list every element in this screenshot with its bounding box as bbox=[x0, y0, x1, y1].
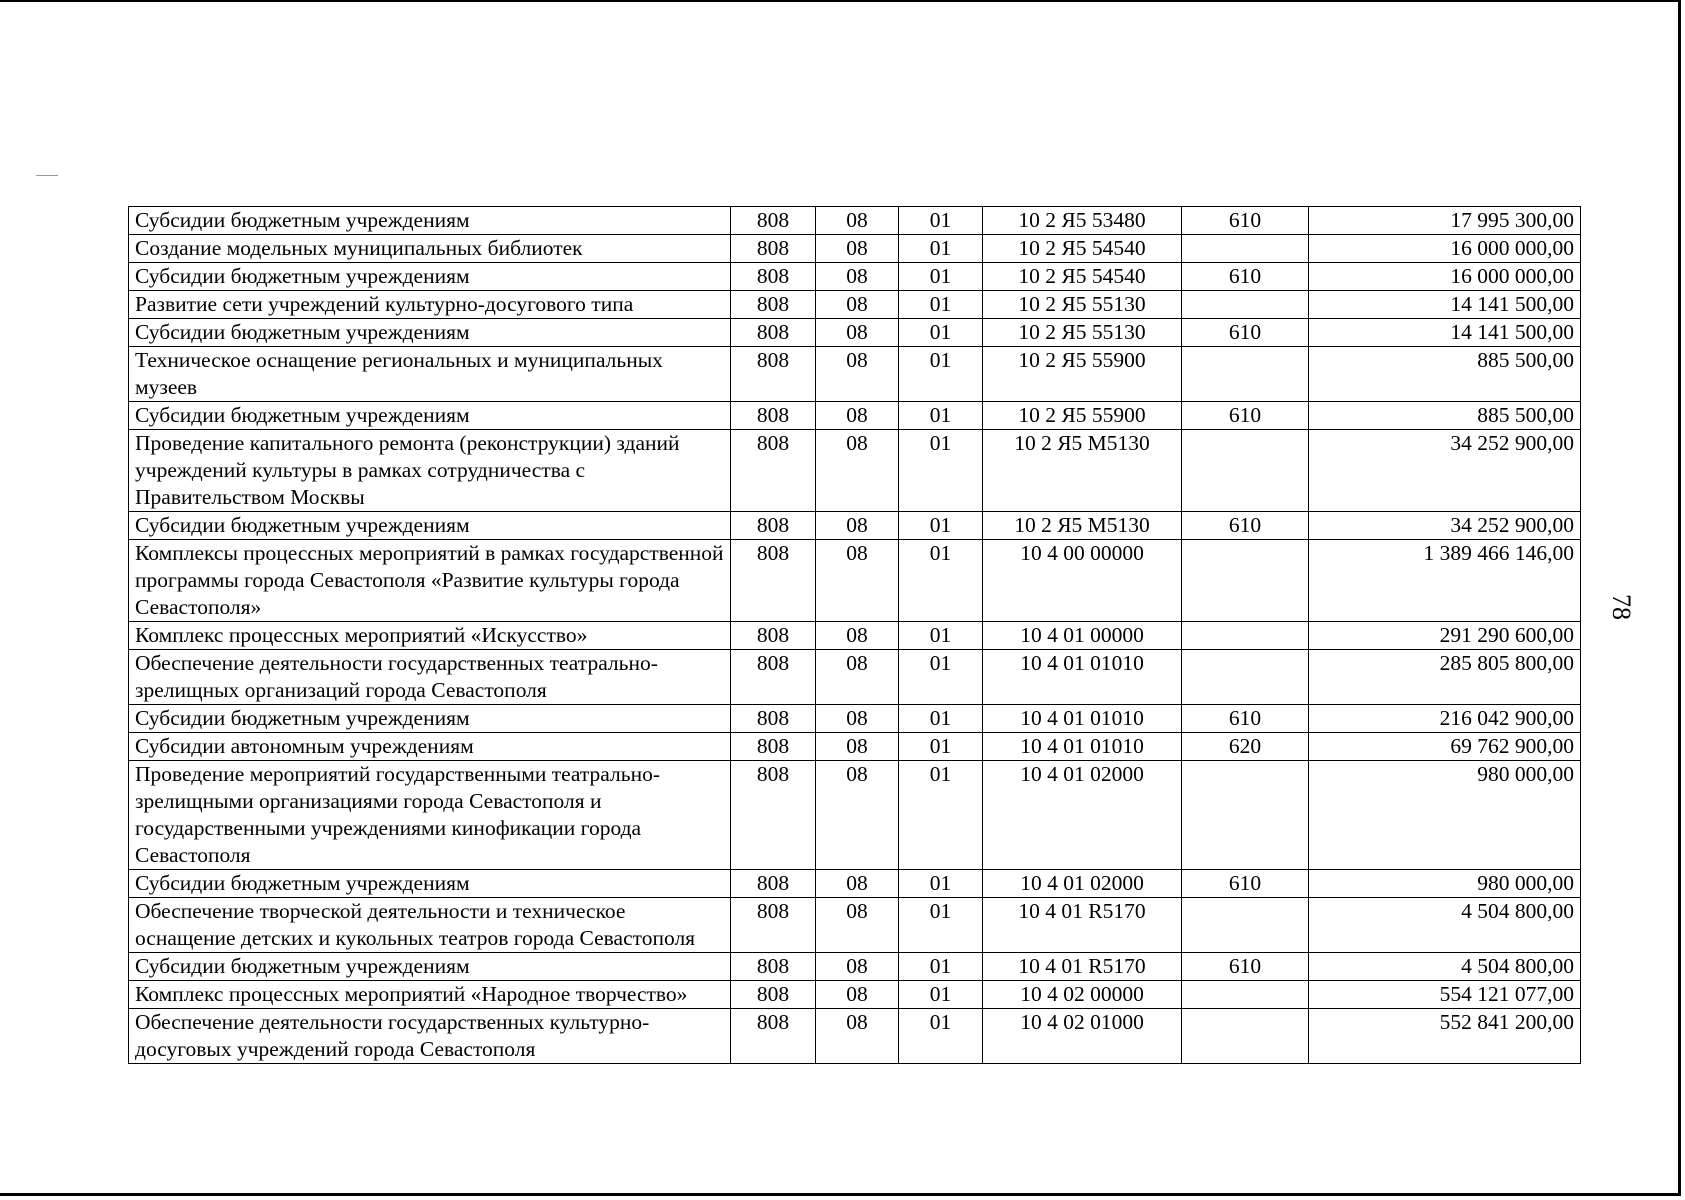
subsection-code-cell: 01 bbox=[899, 263, 983, 291]
row-name-cell: Проведение мероприятий государственными театрально-зрелищными организациями города Севастополя и государственными учреждениями кинофикации города Севастополя bbox=[129, 761, 731, 870]
expense-type-cell bbox=[1182, 650, 1309, 705]
subsection-code-cell: 01 bbox=[899, 953, 983, 981]
grbs-code-cell: 808 bbox=[731, 981, 816, 1009]
subsection-code-cell: 01 bbox=[899, 430, 983, 512]
amount-cell: 885 500,00 bbox=[1309, 402, 1581, 430]
grbs-code-cell: 808 bbox=[731, 402, 816, 430]
section-code-cell: 08 bbox=[816, 1009, 899, 1064]
grbs-code-cell: 808 bbox=[731, 207, 816, 235]
expense-type-cell: 610 bbox=[1182, 705, 1309, 733]
target-article-cell: 10 2 Я5 54540 bbox=[983, 263, 1182, 291]
row-name-cell: Проведение капитального ремонта (реконструкции) зданий учреждений культуры в рамках сотрудничества с Правительством Москвы bbox=[129, 430, 731, 512]
section-code-cell: 08 bbox=[816, 291, 899, 319]
table-row bbox=[129, 705, 1581, 733]
table-row bbox=[129, 540, 1581, 622]
section-code-cell: 08 bbox=[816, 512, 899, 540]
row-name-cell: Техническое оснащение региональных и муниципальных музеев bbox=[129, 347, 731, 402]
target-article-cell: 10 4 01 R5170 bbox=[983, 898, 1182, 953]
table-body bbox=[129, 207, 1581, 1064]
row-name-cell: Субсидии бюджетным учреждениям bbox=[129, 870, 731, 898]
row-name-cell: Развитие сети учреждений культурно-досугового типа bbox=[129, 291, 731, 319]
subsection-code-cell: 01 bbox=[899, 347, 983, 402]
subsection-code-cell: 01 bbox=[899, 402, 983, 430]
section-code-cell: 08 bbox=[816, 235, 899, 263]
row-name-cell: Субсидии бюджетным учреждениям bbox=[129, 319, 731, 347]
expense-type-cell: 610 bbox=[1182, 207, 1309, 235]
amount-cell: 69 762 900,00 bbox=[1309, 733, 1581, 761]
expense-type-cell: 620 bbox=[1182, 733, 1309, 761]
section-code-cell: 08 bbox=[816, 347, 899, 402]
subsection-code-cell: 01 bbox=[899, 650, 983, 705]
expense-type-cell bbox=[1182, 430, 1309, 512]
amount-cell: 14 141 500,00 bbox=[1309, 291, 1581, 319]
grbs-code-cell: 808 bbox=[731, 733, 816, 761]
target-article-cell: 10 4 01 02000 bbox=[983, 870, 1182, 898]
table-row bbox=[129, 430, 1581, 512]
table-row bbox=[129, 870, 1581, 898]
table-row bbox=[129, 898, 1581, 953]
subsection-code-cell: 01 bbox=[899, 870, 983, 898]
table-row bbox=[129, 981, 1581, 1009]
row-name-cell: Комплексы процессных мероприятий в рамках государственной программы города Севастополя «Развитие культуры города Севастополя» bbox=[129, 540, 731, 622]
target-article-cell: 10 4 01 R5170 bbox=[983, 953, 1182, 981]
table-row bbox=[129, 650, 1581, 705]
expense-type-cell: 610 bbox=[1182, 402, 1309, 430]
amount-cell: 885 500,00 bbox=[1309, 347, 1581, 402]
grbs-code-cell: 808 bbox=[731, 870, 816, 898]
subsection-code-cell: 01 bbox=[899, 512, 983, 540]
subsection-code-cell: 01 bbox=[899, 319, 983, 347]
row-name-cell: Субсидии бюджетным учреждениям bbox=[129, 953, 731, 981]
subsection-code-cell: 01 bbox=[899, 235, 983, 263]
target-article-cell: 10 2 Я5 M5130 bbox=[983, 430, 1182, 512]
amount-cell: 980 000,00 bbox=[1309, 870, 1581, 898]
expense-type-cell: 610 bbox=[1182, 319, 1309, 347]
target-article-cell: 10 2 Я5 53480 bbox=[983, 207, 1182, 235]
subsection-code-cell: 01 bbox=[899, 898, 983, 953]
target-article-cell: 10 4 01 00000 bbox=[983, 622, 1182, 650]
expense-type-cell bbox=[1182, 347, 1309, 402]
target-article-cell: 10 2 Я5 54540 bbox=[983, 235, 1182, 263]
section-code-cell: 08 bbox=[816, 430, 899, 512]
expense-type-cell bbox=[1182, 898, 1309, 953]
section-code-cell: 08 bbox=[816, 402, 899, 430]
amount-cell: 1 389 466 146,00 bbox=[1309, 540, 1581, 622]
grbs-code-cell: 808 bbox=[731, 1009, 816, 1064]
table-row bbox=[129, 347, 1581, 402]
amount-cell: 980 000,00 bbox=[1309, 761, 1581, 870]
amount-cell: 16 000 000,00 bbox=[1309, 235, 1581, 263]
amount-cell: 285 805 800,00 bbox=[1309, 650, 1581, 705]
section-code-cell: 08 bbox=[816, 540, 899, 622]
row-name-cell: Субсидии бюджетным учреждениям bbox=[129, 512, 731, 540]
grbs-code-cell: 808 bbox=[731, 347, 816, 402]
section-code-cell: 08 bbox=[816, 870, 899, 898]
subsection-code-cell: 01 bbox=[899, 291, 983, 319]
expense-type-cell bbox=[1182, 540, 1309, 622]
target-article-cell: 10 4 01 01010 bbox=[983, 650, 1182, 705]
table-row bbox=[129, 953, 1581, 981]
amount-cell: 4 504 800,00 bbox=[1309, 898, 1581, 953]
section-code-cell: 08 bbox=[816, 319, 899, 347]
target-article-cell: 10 2 Я5 55900 bbox=[983, 347, 1182, 402]
section-code-cell: 08 bbox=[816, 263, 899, 291]
table-row bbox=[129, 263, 1581, 291]
grbs-code-cell: 808 bbox=[731, 319, 816, 347]
target-article-cell: 10 2 Я5 55130 bbox=[983, 291, 1182, 319]
grbs-code-cell: 808 bbox=[731, 263, 816, 291]
table-row bbox=[129, 319, 1581, 347]
amount-cell: 216 042 900,00 bbox=[1309, 705, 1581, 733]
table-row bbox=[129, 733, 1581, 761]
table-row bbox=[129, 291, 1581, 319]
row-name-cell: Субсидии бюджетным учреждениям bbox=[129, 402, 731, 430]
grbs-code-cell: 808 bbox=[731, 622, 816, 650]
grbs-code-cell: 808 bbox=[731, 540, 816, 622]
margin-mark bbox=[36, 175, 58, 176]
table-row bbox=[129, 1009, 1581, 1064]
row-name-cell: Субсидии автономным учреждениям bbox=[129, 733, 731, 761]
expense-type-cell: 610 bbox=[1182, 953, 1309, 981]
grbs-code-cell: 808 bbox=[731, 761, 816, 870]
table-row bbox=[129, 622, 1581, 650]
target-article-cell: 10 2 Я5 55900 bbox=[983, 402, 1182, 430]
table-row bbox=[129, 402, 1581, 430]
target-article-cell: 10 4 02 00000 bbox=[983, 981, 1182, 1009]
section-code-cell: 08 bbox=[816, 981, 899, 1009]
subsection-code-cell: 01 bbox=[899, 705, 983, 733]
grbs-code-cell: 808 bbox=[731, 235, 816, 263]
target-article-cell: 10 4 02 01000 bbox=[983, 1009, 1182, 1064]
expense-type-cell bbox=[1182, 1009, 1309, 1064]
section-code-cell: 08 bbox=[816, 953, 899, 981]
amount-cell: 14 141 500,00 bbox=[1309, 319, 1581, 347]
subsection-code-cell: 01 bbox=[899, 1009, 983, 1064]
grbs-code-cell: 808 bbox=[731, 953, 816, 981]
row-name-cell: Создание модельных муниципальных библиотек bbox=[129, 235, 731, 263]
row-name-cell: Субсидии бюджетным учреждениям bbox=[129, 705, 731, 733]
section-code-cell: 08 bbox=[816, 898, 899, 953]
grbs-code-cell: 808 bbox=[731, 430, 816, 512]
section-code-cell: 08 bbox=[816, 705, 899, 733]
subsection-code-cell: 01 bbox=[899, 733, 983, 761]
grbs-code-cell: 808 bbox=[731, 898, 816, 953]
expense-type-cell bbox=[1182, 291, 1309, 319]
target-article-cell: 10 4 00 00000 bbox=[983, 540, 1182, 622]
row-name-cell: Субсидии бюджетным учреждениям bbox=[129, 207, 731, 235]
amount-cell: 4 504 800,00 bbox=[1309, 953, 1581, 981]
target-article-cell: 10 4 01 01010 bbox=[983, 705, 1182, 733]
expense-type-cell bbox=[1182, 622, 1309, 650]
amount-cell: 16 000 000,00 bbox=[1309, 263, 1581, 291]
subsection-code-cell: 01 bbox=[899, 207, 983, 235]
table-row bbox=[129, 235, 1581, 263]
expense-type-cell: 610 bbox=[1182, 263, 1309, 291]
subsection-code-cell: 01 bbox=[899, 540, 983, 622]
page-number: 78 bbox=[1607, 594, 1636, 620]
grbs-code-cell: 808 bbox=[731, 512, 816, 540]
section-code-cell: 08 bbox=[816, 733, 899, 761]
grbs-code-cell: 808 bbox=[731, 705, 816, 733]
section-code-cell: 08 bbox=[816, 207, 899, 235]
section-code-cell: 08 bbox=[816, 650, 899, 705]
expense-type-cell bbox=[1182, 235, 1309, 263]
amount-cell: 554 121 077,00 bbox=[1309, 981, 1581, 1009]
expense-type-cell bbox=[1182, 761, 1309, 870]
subsection-code-cell: 01 bbox=[899, 761, 983, 870]
amount-cell: 34 252 900,00 bbox=[1309, 430, 1581, 512]
row-name-cell: Обеспечение деятельности государственных культурно-досуговых учреждений города Севастополя bbox=[129, 1009, 731, 1064]
row-name-cell: Комплекс процессных мероприятий «Искусство» bbox=[129, 622, 731, 650]
amount-cell: 17 995 300,00 bbox=[1309, 207, 1581, 235]
table-row bbox=[129, 512, 1581, 540]
subsection-code-cell: 01 bbox=[899, 981, 983, 1009]
amount-cell: 291 290 600,00 bbox=[1309, 622, 1581, 650]
section-code-cell: 08 bbox=[816, 761, 899, 870]
expense-type-cell: 610 bbox=[1182, 870, 1309, 898]
grbs-code-cell: 808 bbox=[731, 650, 816, 705]
target-article-cell: 10 2 Я5 M5130 bbox=[983, 512, 1182, 540]
table-row bbox=[129, 761, 1581, 870]
amount-cell: 552 841 200,00 bbox=[1309, 1009, 1581, 1064]
budget-table bbox=[128, 206, 1581, 1064]
row-name-cell: Комплекс процессных мероприятий «Народное творчество» bbox=[129, 981, 731, 1009]
table-row bbox=[129, 207, 1581, 235]
row-name-cell: Обеспечение творческой деятельности и техническое оснащение детских и кукольных театров города Севастополя bbox=[129, 898, 731, 953]
amount-cell: 34 252 900,00 bbox=[1309, 512, 1581, 540]
grbs-code-cell: 808 bbox=[731, 291, 816, 319]
target-article-cell: 10 2 Я5 55130 bbox=[983, 319, 1182, 347]
expense-type-cell: 610 bbox=[1182, 512, 1309, 540]
subsection-code-cell: 01 bbox=[899, 622, 983, 650]
row-name-cell: Обеспечение деятельности государственных театрально-зрелищных организаций города Севастополя bbox=[129, 650, 731, 705]
expense-type-cell bbox=[1182, 981, 1309, 1009]
section-code-cell: 08 bbox=[816, 622, 899, 650]
target-article-cell: 10 4 01 01010 bbox=[983, 733, 1182, 761]
target-article-cell: 10 4 01 02000 bbox=[983, 761, 1182, 870]
row-name-cell: Субсидии бюджетным учреждениям bbox=[129, 263, 731, 291]
